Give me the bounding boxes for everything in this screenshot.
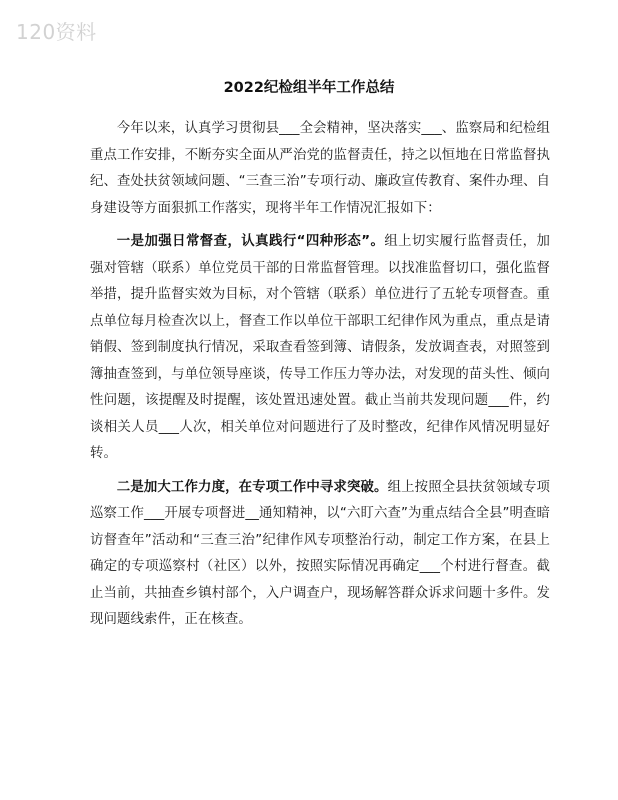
section-heading: 一是加强日常督查，认真践行“四种形态”。 [116, 234, 385, 249]
paragraph-text: 组上切实履行监督责任，加强对管辖（联系）单位党员干部的日常监督管理。以找准监督切口，强化监督举措，提升监督实效为目标，对个管辖（联系）单位进行了五轮专项督查。重点单位每月检查次以上，督查工作以单位干部职工纪律作风为重点，重点是请销假、签到制度执行情况，采取查看签到簿、请假条，发放调查表，对照签到簿抽查签到，与单位领导座谈，传导工作压力等办法，对发现的苗头性、倾向性问题，该提醒及时提醒，该处置迅速处置。截止当前共发现问题___件，约谈相关人员___人次，相关单位对问题进行了及时整改，纪律作风情况明显好转。 [90, 234, 551, 461]
section-heading: 二是加大工作力度，在专项工作中寻求突破。 [116, 479, 388, 495]
paragraph-section-2 [90, 475, 550, 634]
document-body [90, 116, 550, 641]
paragraph-text: 组上按照全县扶贫领域专项巡察工作___开展专项督进__通知精神，以“六盯六查”为重点结合全县”明查暗访督查年”活动和“三查三治”纪律作风专项整治行动，制定工作方案，在县上确定的专项巡察村（社区）以外，按照实际情况再确定___个村进行督查。截止当前，共抽查乡镇村部个，入户调查户，现场解答群众诉求问题十多件。发现问题线索件，正在核查。 [90, 479, 550, 627]
paragraph-intro [90, 116, 550, 222]
paragraph-section-1 [90, 229, 550, 468]
document-title: 2022纪检组半年工作总结 [223, 80, 395, 96]
paragraph-text: 今年以来，认真学习贯彻县___全会精神，坚决落实___、监察局和纪检组重点工作安排，不断夯实全面从严治党的监督责任，持之以恒地在日常监督执纪、查处扶贫领域问题、“三查三治”专项行动、廉政宣传教育、案件办理、自身建设等方面狠抓工作落实，现将半年工作情况汇报如下： [90, 121, 550, 216]
watermark: 120资料 [16, 20, 97, 44]
